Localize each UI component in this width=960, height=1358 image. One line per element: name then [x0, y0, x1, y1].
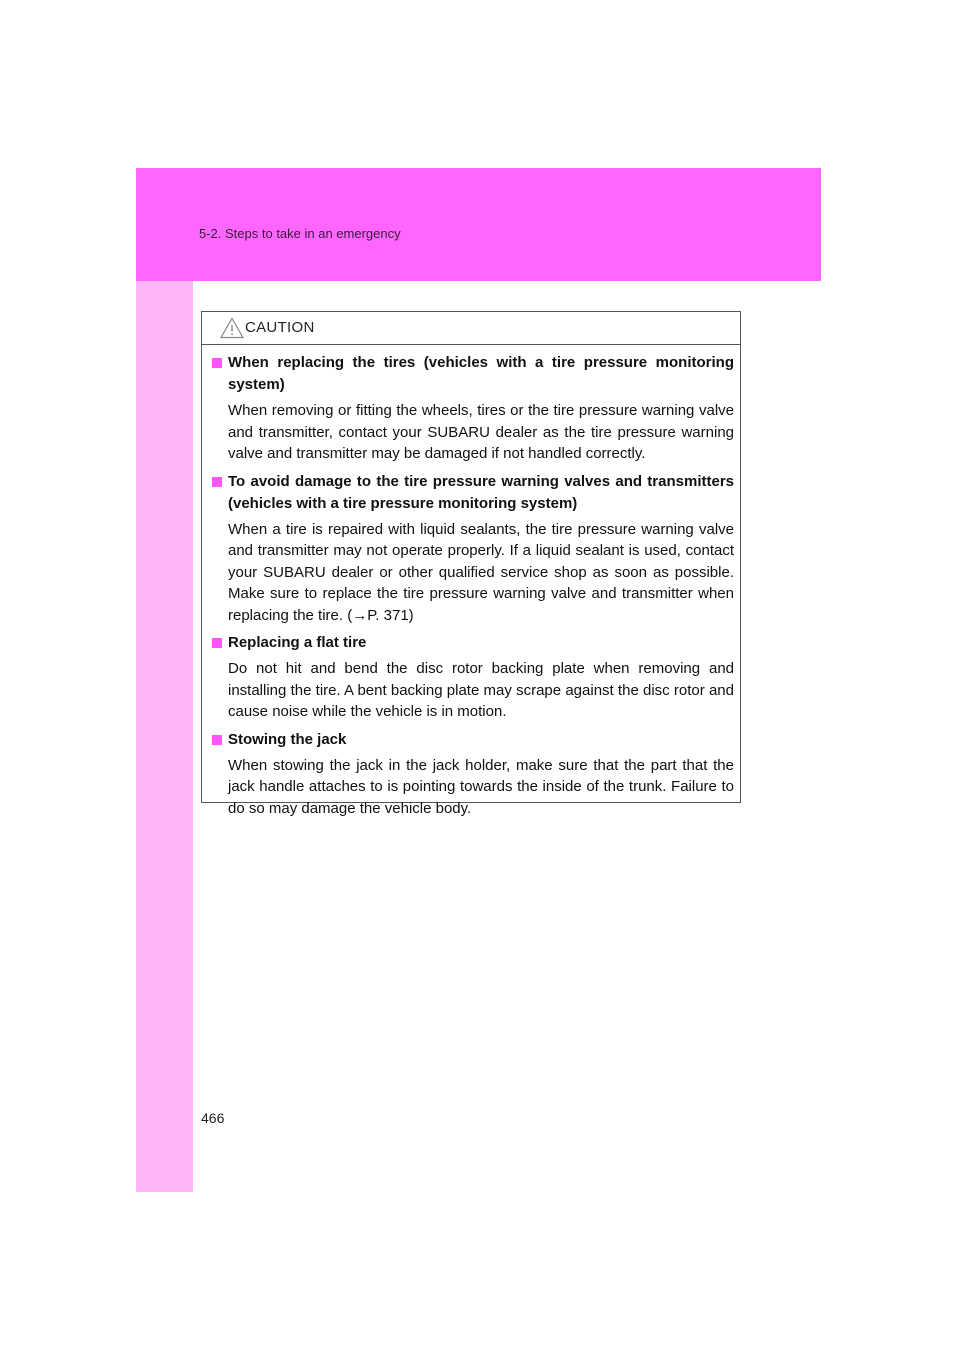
side-tab-band — [136, 168, 193, 1192]
item-text: When removing or fitting the wheels, tires or the tire pressure warning valve and transmitter, contact your SUBARU dealer as the tire pressure warning valve and transmitter may be damaged if not handled correctly. — [228, 402, 734, 462]
square-bullet-icon — [212, 358, 222, 368]
section-label: 5-2. Steps to take in an emergency — [199, 226, 401, 241]
square-bullet-icon — [212, 735, 222, 745]
caution-title: CAUTION — [245, 319, 315, 336]
caution-item — [211, 729, 734, 820]
caution-body — [211, 352, 734, 825]
square-bullet-icon — [212, 477, 222, 487]
item-heading: To avoid damage to the tire pressure warning valves and transmitters (vehicles with a tire pressure monitoring system) — [228, 472, 734, 512]
square-bullet-icon — [212, 638, 222, 648]
item-text: Do not hit and bend the disc rotor backing plate when removing and installing the tire. A bent backing plate may scrape against the disc rotor and cause noise while the vehicle is in motion. — [228, 660, 734, 720]
warning-triangle-icon — [220, 317, 244, 339]
item-heading: When replacing the tires (vehicles with a tire pressure monitoring system) — [228, 354, 734, 393]
caution-header — [202, 312, 740, 345]
item-text: When stowing the jack in the jack holder, make sure that the part that the jack handle attaches to is pointing towards the inside of the trunk. Failure to do so may damage the vehicle body. — [228, 756, 734, 817]
caution-item — [211, 471, 734, 627]
caution-item — [211, 632, 734, 723]
item-heading: Stowing the jack — [228, 730, 347, 748]
item-heading: Replacing a flat tire — [228, 634, 367, 651]
caution-item — [211, 352, 734, 465]
page-number: 466 — [201, 1110, 225, 1126]
item-text: When a tire is repaired with liquid sealants, the tire pressure warning valve and transmitter may not operate properly. If a liquid sealant is used, contact your SUBARU dealer or other qualified service shop as soon as possible. Make sure to replace the tire pressure warning valve and transmitter when replacing the tire. (→P. 371) — [228, 520, 734, 624]
header-band — [136, 168, 821, 281]
caution-box — [201, 311, 741, 817]
